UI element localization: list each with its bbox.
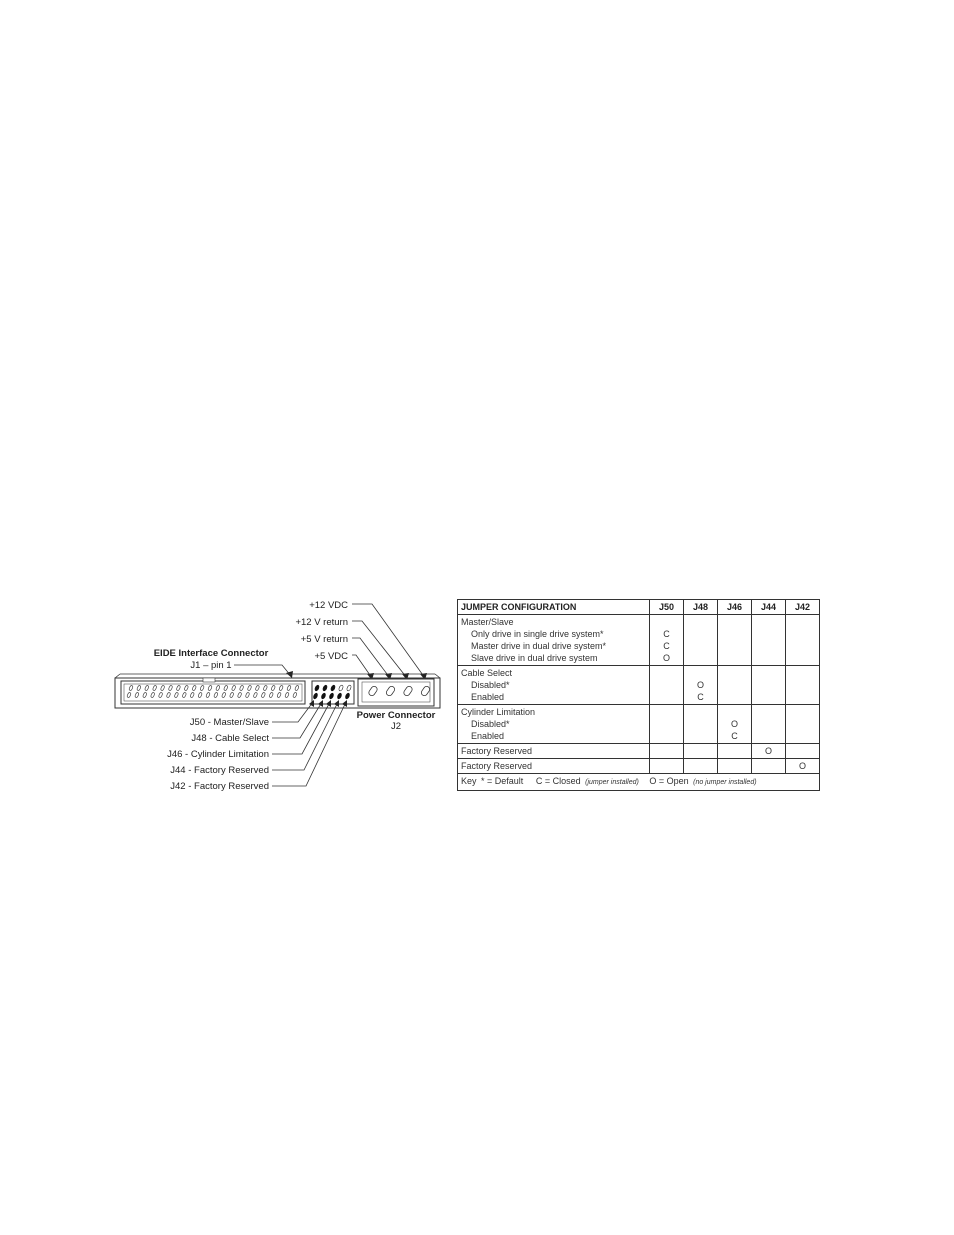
setting-group-name: Factory Reserved <box>461 761 533 771</box>
setting-group-name: Factory Reserved <box>461 746 533 756</box>
setting-option: Only drive in single drive system* <box>471 629 604 639</box>
setting-group-name: Master/Slave <box>461 617 514 627</box>
setting-option: Disabled* <box>471 719 510 729</box>
table-row <box>458 744 820 759</box>
jumper-value: O <box>798 761 806 771</box>
eide-pin-label: J1 – pin 1 <box>190 660 232 671</box>
spacer <box>687 667 714 679</box>
value-cell-j50 <box>650 744 684 759</box>
value-cell-j42 <box>786 666 820 705</box>
label-plus12vdc: +12 VDC <box>309 600 348 611</box>
jumper-block <box>312 681 354 704</box>
jumper-value: C <box>663 629 670 639</box>
jumper-configuration-table <box>457 599 820 791</box>
jumper-value: O <box>730 719 738 729</box>
eide-connector-title: EIDE Interface Connector <box>153 648 269 659</box>
connector-diagram <box>100 590 450 805</box>
setting-cell <box>458 615 650 666</box>
table-row <box>458 759 820 774</box>
table-header-row <box>458 600 820 615</box>
column-header-j50: J50 <box>650 600 684 615</box>
label-j46: J46 - Cylinder Limitation <box>167 749 269 760</box>
value-cell-j42 <box>786 744 820 759</box>
value-cell-j48 <box>684 615 718 666</box>
setting-cell <box>458 744 650 759</box>
label-j48: J48 - Cable Select <box>191 733 269 744</box>
jumper-value: C <box>697 692 704 702</box>
jumper-value: O <box>662 653 670 663</box>
power-leader-lines <box>352 604 425 678</box>
table-row <box>458 705 820 744</box>
eide-connector <box>121 678 305 704</box>
spacer <box>721 706 748 718</box>
label-j42: J42 - Factory Reserved <box>170 781 269 792</box>
key-cell <box>458 774 820 791</box>
value-cell-j42 <box>786 705 820 744</box>
power-connector-sub: J2 <box>390 721 402 732</box>
value-cell-j48 <box>684 666 718 705</box>
value-cell-j44 <box>752 744 786 759</box>
label-j50: J50 - Master/Slave <box>189 717 269 728</box>
value-cell-j44 <box>752 759 786 774</box>
setting-group-name: Cylinder Limitation <box>461 707 536 717</box>
key-closed: C = Closed <box>535 776 581 786</box>
table-title: JUMPER CONFIGURATION <box>458 600 650 615</box>
column-header-j42: J42 <box>786 600 820 615</box>
value-cell-j46 <box>718 615 752 666</box>
power-connector-title: Power Connector <box>356 710 436 721</box>
jumper-leader-lines <box>272 702 346 786</box>
label-j44: J44 - Factory Reserved <box>170 765 269 776</box>
jumper-value: O <box>764 746 772 756</box>
value-cell-j42 <box>786 759 820 774</box>
column-header-j48: J48 <box>684 600 718 615</box>
power-connector <box>358 679 434 706</box>
setting-option: Disabled* <box>471 680 510 690</box>
key-default: * = Default <box>481 776 524 786</box>
value-cell-j46 <box>718 666 752 705</box>
key-closed-note: (jumper installed) <box>585 779 639 786</box>
setting-cell <box>458 759 650 774</box>
label-plus12v-return: +12 V return <box>295 617 348 628</box>
key-open-note: (no jumper installed) <box>693 779 757 786</box>
value-cell-j50 <box>650 615 684 666</box>
label-plus5v-return: +5 V return <box>300 634 348 645</box>
setting-option: Enabled <box>471 731 505 741</box>
value-cell-j48 <box>684 705 718 744</box>
label-plus5vdc: +5 VDC <box>314 651 348 662</box>
value-cell-j50 <box>650 759 684 774</box>
table-row <box>458 666 820 705</box>
value-cell-j50 <box>650 666 684 705</box>
jumper-value: C <box>731 731 738 741</box>
setting-option: Master drive in dual drive system* <box>471 641 607 651</box>
key-label: Key <box>461 776 477 786</box>
setting-option: Enabled <box>471 692 505 702</box>
value-cell-j42 <box>786 615 820 666</box>
column-header-j44: J44 <box>752 600 786 615</box>
setting-group-name: Cable Select <box>461 668 513 678</box>
value-cell-j44 <box>752 666 786 705</box>
setting-cell <box>458 666 650 705</box>
value-cell-j48 <box>684 744 718 759</box>
value-cell-j46 <box>718 705 752 744</box>
value-cell-j46 <box>718 759 752 774</box>
value-cell-j46 <box>718 744 752 759</box>
jumper-value: C <box>663 641 670 651</box>
key-open: O = Open <box>649 776 689 786</box>
jumper-value: O <box>696 680 704 690</box>
value-cell-j44 <box>752 615 786 666</box>
value-cell-j50 <box>650 705 684 744</box>
spacer <box>653 616 680 628</box>
key-row <box>458 774 820 791</box>
setting-cell <box>458 705 650 744</box>
table-row <box>458 615 820 666</box>
column-header-j46: J46 <box>718 600 752 615</box>
value-cell-j44 <box>752 705 786 744</box>
value-cell-j48 <box>684 759 718 774</box>
pin1-arrowhead <box>286 671 293 678</box>
setting-option: Slave drive in dual drive system <box>471 653 598 663</box>
